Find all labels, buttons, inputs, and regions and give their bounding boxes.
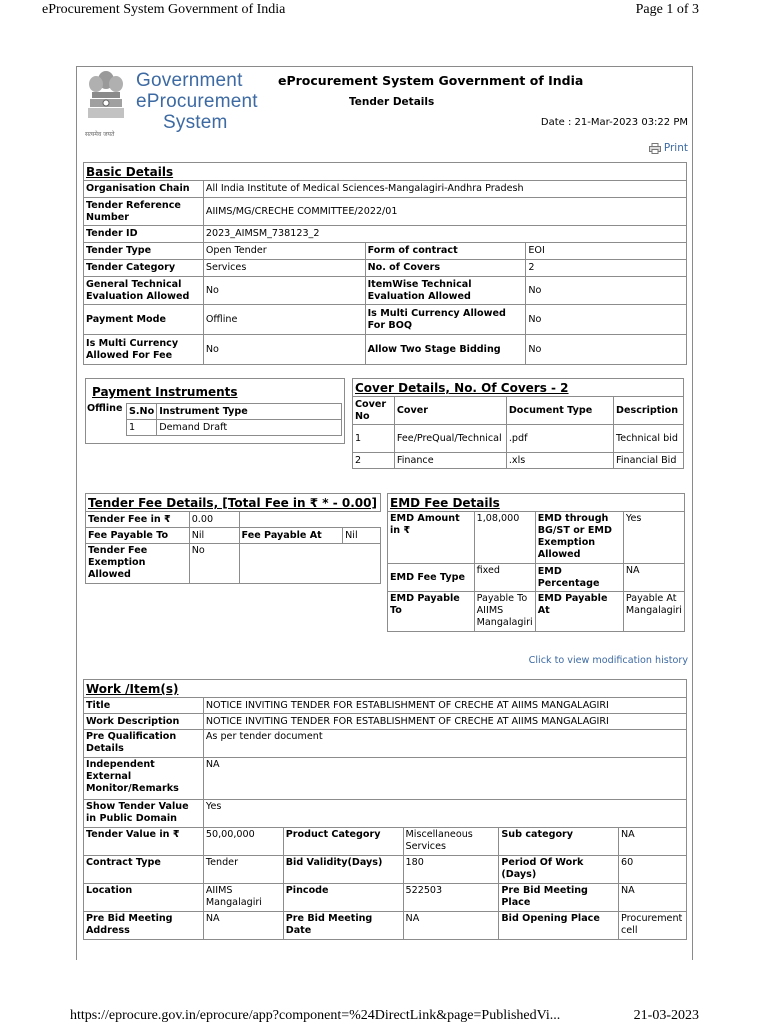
emd-percentage-label: EMD Percentage bbox=[535, 564, 623, 592]
location-label: Location bbox=[84, 884, 204, 912]
fee-payable-at-value: Nil bbox=[343, 528, 381, 544]
title-value: NOTICE INVITING TENDER FOR ESTABLISHMENT OF CRECHE AT AIIMS MANGALAGIRI bbox=[203, 698, 686, 714]
print-page-number: Page 1 of 3 bbox=[635, 2, 699, 17]
contract-type-value: Tender bbox=[203, 856, 283, 884]
national-emblem-icon bbox=[84, 68, 128, 130]
basic-details-heading: Basic Details bbox=[84, 163, 687, 181]
bid-validity-label: Bid Validity(Days) bbox=[283, 856, 403, 884]
title-label: Title bbox=[84, 698, 204, 714]
modification-history-link[interactable]: Click to view modification history bbox=[528, 655, 688, 666]
cover-description: Financial Bid bbox=[614, 453, 684, 469]
contract-type-label: Contract Type bbox=[84, 856, 204, 884]
payment-instruments-table bbox=[126, 403, 342, 436]
emd-fee-heading: EMD Fee Details bbox=[388, 494, 685, 512]
sub-category-value: NA bbox=[618, 828, 686, 856]
print-footer-url: https://eprocure.gov.in/eprocure/app?component=%24DirectLink&page=PublishedVi... bbox=[70, 1008, 561, 1023]
col-cover: Cover bbox=[394, 397, 506, 425]
basic-details-table bbox=[83, 162, 687, 365]
logo-line-1: Government bbox=[136, 70, 243, 91]
pincode-value: 522503 bbox=[403, 884, 499, 912]
col-description: Description bbox=[614, 397, 684, 425]
product-category-label: Product Category bbox=[283, 828, 403, 856]
tender-fee-value: 0.00 bbox=[189, 512, 239, 528]
form-of-contract-value: EOI bbox=[526, 243, 687, 260]
emd-payable-to-value: Payable To AIIMS Mangalagiri bbox=[474, 592, 535, 632]
tender-type-value: Open Tender bbox=[203, 243, 365, 260]
page-subtitle: Tender Details bbox=[349, 96, 435, 108]
org-chain-value: All India Institute of Medical Sciences-Mangalagiri-Andhra Pradesh bbox=[203, 181, 686, 198]
multi-currency-boq-value: No bbox=[526, 305, 687, 335]
no-of-covers-label: No. of Covers bbox=[365, 260, 526, 277]
print-button[interactable] bbox=[649, 142, 688, 154]
work-description-label: Work Description bbox=[84, 714, 204, 730]
emd-fee-type-label: EMD Fee Type bbox=[388, 564, 475, 592]
cover-doc-type: .pdf bbox=[506, 425, 613, 453]
emblem-caption: सत्यमेव जयते bbox=[85, 131, 115, 138]
cover-details-heading: Cover Details, No. Of Covers - 2 bbox=[353, 379, 684, 397]
print-header-title: eProcurement System Government of India bbox=[42, 2, 286, 17]
report-date: Date : 21-Mar-2023 03:22 PM bbox=[540, 117, 688, 128]
tender-type-label: Tender Type bbox=[84, 243, 204, 260]
emd-payable-to-label: EMD Payable To bbox=[388, 592, 475, 632]
emd-payable-at-value: Payable At Mangalagiri bbox=[623, 592, 684, 632]
bid-validity-value: 180 bbox=[403, 856, 499, 884]
logo-line-3: System bbox=[163, 112, 228, 133]
show-tender-value-label: Show Tender Value in Public Domain bbox=[84, 800, 204, 828]
period-of-work-label: Period Of Work (Days) bbox=[499, 856, 619, 884]
itemwise-tech-eval-label: ItemWise Technical Evaluation Allowed bbox=[365, 277, 526, 305]
col-instrument-type: Instrument Type bbox=[157, 404, 342, 420]
cover-no: 1 bbox=[353, 425, 395, 453]
pre-bid-address-value: NA bbox=[203, 912, 283, 940]
payment-mode-label: Payment Mode bbox=[84, 305, 204, 335]
col-document-type: Document Type bbox=[506, 397, 613, 425]
independent-monitor-value: NA bbox=[203, 758, 686, 800]
fee-payable-at-label: Fee Payable At bbox=[239, 528, 343, 544]
emd-amount-label: EMD Amount in ₹ bbox=[388, 512, 475, 564]
col-cover-no: Cover No bbox=[353, 397, 395, 425]
page-title: eProcurement System Government of India bbox=[278, 73, 584, 88]
tender-id-value: 2023_AIMSM_738123_2 bbox=[203, 226, 686, 243]
pre-bid-date-value: NA bbox=[403, 912, 499, 940]
pre-bid-address-label: Pre Bid Meeting Address bbox=[84, 912, 204, 940]
cover-details-table bbox=[352, 378, 684, 469]
col-sno: S.No bbox=[127, 404, 157, 420]
itemwise-tech-eval-value: No bbox=[526, 277, 687, 305]
multi-currency-fee-value: No bbox=[203, 335, 365, 365]
pincode-label: Pincode bbox=[283, 884, 403, 912]
tender-value-value: 50,00,000 bbox=[203, 828, 283, 856]
tender-fee-label: Tender Fee in ₹ bbox=[86, 512, 190, 528]
fee-exemption-value: No bbox=[189, 544, 239, 584]
pre-qualification-value: As per tender document bbox=[203, 730, 686, 758]
print-footer-date: 21-03-2023 bbox=[633, 1008, 699, 1023]
tender-value-label: Tender Value in ₹ bbox=[84, 828, 204, 856]
cover-description: Technical bid bbox=[614, 425, 684, 453]
table-row bbox=[353, 453, 684, 469]
fee-exemption-label: Tender Fee Exemption Allowed bbox=[86, 544, 190, 584]
eprocurement-logo bbox=[136, 70, 258, 133]
tender-ref-label: Tender Reference Number bbox=[84, 198, 204, 226]
cover-name: Fee/PreQual/Technical bbox=[394, 425, 506, 453]
pre-bid-date-label: Pre Bid Meeting Date bbox=[283, 912, 403, 940]
no-of-covers-value: 2 bbox=[526, 260, 687, 277]
two-stage-bidding-value: No bbox=[526, 335, 687, 365]
tender-fee-table bbox=[85, 493, 381, 584]
tender-category-label: Tender Category bbox=[84, 260, 204, 277]
work-items-table bbox=[83, 679, 687, 940]
multi-currency-boq-label: Is Multi Currency Allowed For BOQ bbox=[365, 305, 526, 335]
multi-currency-fee-label: Is Multi Currency Allowed For Fee bbox=[84, 335, 204, 365]
pre-bid-place-value: NA bbox=[618, 884, 686, 912]
show-tender-value-value: Yes bbox=[203, 800, 686, 828]
payment-instruments-heading: Payment Instruments bbox=[92, 385, 238, 399]
instrument-type: Demand Draft bbox=[157, 420, 342, 436]
cover-doc-type: .xls bbox=[506, 453, 613, 469]
print-label: Print bbox=[663, 142, 688, 154]
emd-bg-exemption-label: EMD through BG/ST or EMD Exemption Allowed bbox=[535, 512, 623, 564]
location-value: AIIMS Mangalagiri bbox=[203, 884, 283, 912]
general-tech-eval-value: No bbox=[203, 277, 365, 305]
cover-name: Finance bbox=[394, 453, 506, 469]
printer-icon bbox=[649, 143, 661, 154]
fee-payable-to-label: Fee Payable To bbox=[86, 528, 190, 544]
emd-amount-value: 1,08,000 bbox=[474, 512, 535, 564]
logo-line-2: eProcurement bbox=[136, 91, 258, 112]
period-of-work-value: 60 bbox=[618, 856, 686, 884]
instrument-sno: 1 bbox=[127, 420, 157, 436]
pre-bid-place-label: Pre Bid Meeting Place bbox=[499, 884, 619, 912]
two-stage-bidding-label: Allow Two Stage Bidding bbox=[365, 335, 526, 365]
sub-category-label: Sub category bbox=[499, 828, 619, 856]
tender-category-value: Services bbox=[203, 260, 365, 277]
cover-no: 2 bbox=[353, 453, 395, 469]
form-of-contract-label: Form of contract bbox=[365, 243, 526, 260]
independent-monitor-label: Independent External Monitor/Remarks bbox=[84, 758, 204, 800]
general-tech-eval-label: General Technical Evaluation Allowed bbox=[84, 277, 204, 305]
payment-mode-value: Offline bbox=[203, 305, 365, 335]
bid-opening-place-value: Procurement cell bbox=[618, 912, 686, 940]
pre-qualification-label: Pre Qualification Details bbox=[84, 730, 204, 758]
emd-percentage-value: NA bbox=[623, 564, 684, 592]
org-chain-label: Organisation Chain bbox=[84, 181, 204, 198]
product-category-value: Miscellaneous Services bbox=[403, 828, 499, 856]
table-row bbox=[353, 425, 684, 453]
fee-payable-to-value: Nil bbox=[189, 528, 239, 544]
work-description-value: NOTICE INVITING TENDER FOR ESTABLISHMENT OF CRECHE AT AIIMS MANGALAGIRI bbox=[203, 714, 686, 730]
emd-bg-exemption-value: Yes bbox=[623, 512, 684, 564]
payment-mode-offline: Offline bbox=[87, 403, 123, 414]
emd-payable-at-label: EMD Payable At bbox=[535, 592, 623, 632]
work-items-heading: Work /Item(s) bbox=[84, 680, 687, 698]
emd-fee-type-value: fixed bbox=[474, 564, 535, 592]
bid-opening-place-label: Bid Opening Place bbox=[499, 912, 619, 940]
emd-fee-table bbox=[387, 493, 685, 632]
tender-fee-heading: Tender Fee Details, [Total Fee in ₹ * - 0.00] bbox=[86, 494, 381, 512]
tender-ref-value: AIIMS/MG/CRECHE COMMITTEE/2022/01 bbox=[203, 198, 686, 226]
tender-id-label: Tender ID bbox=[84, 226, 204, 243]
